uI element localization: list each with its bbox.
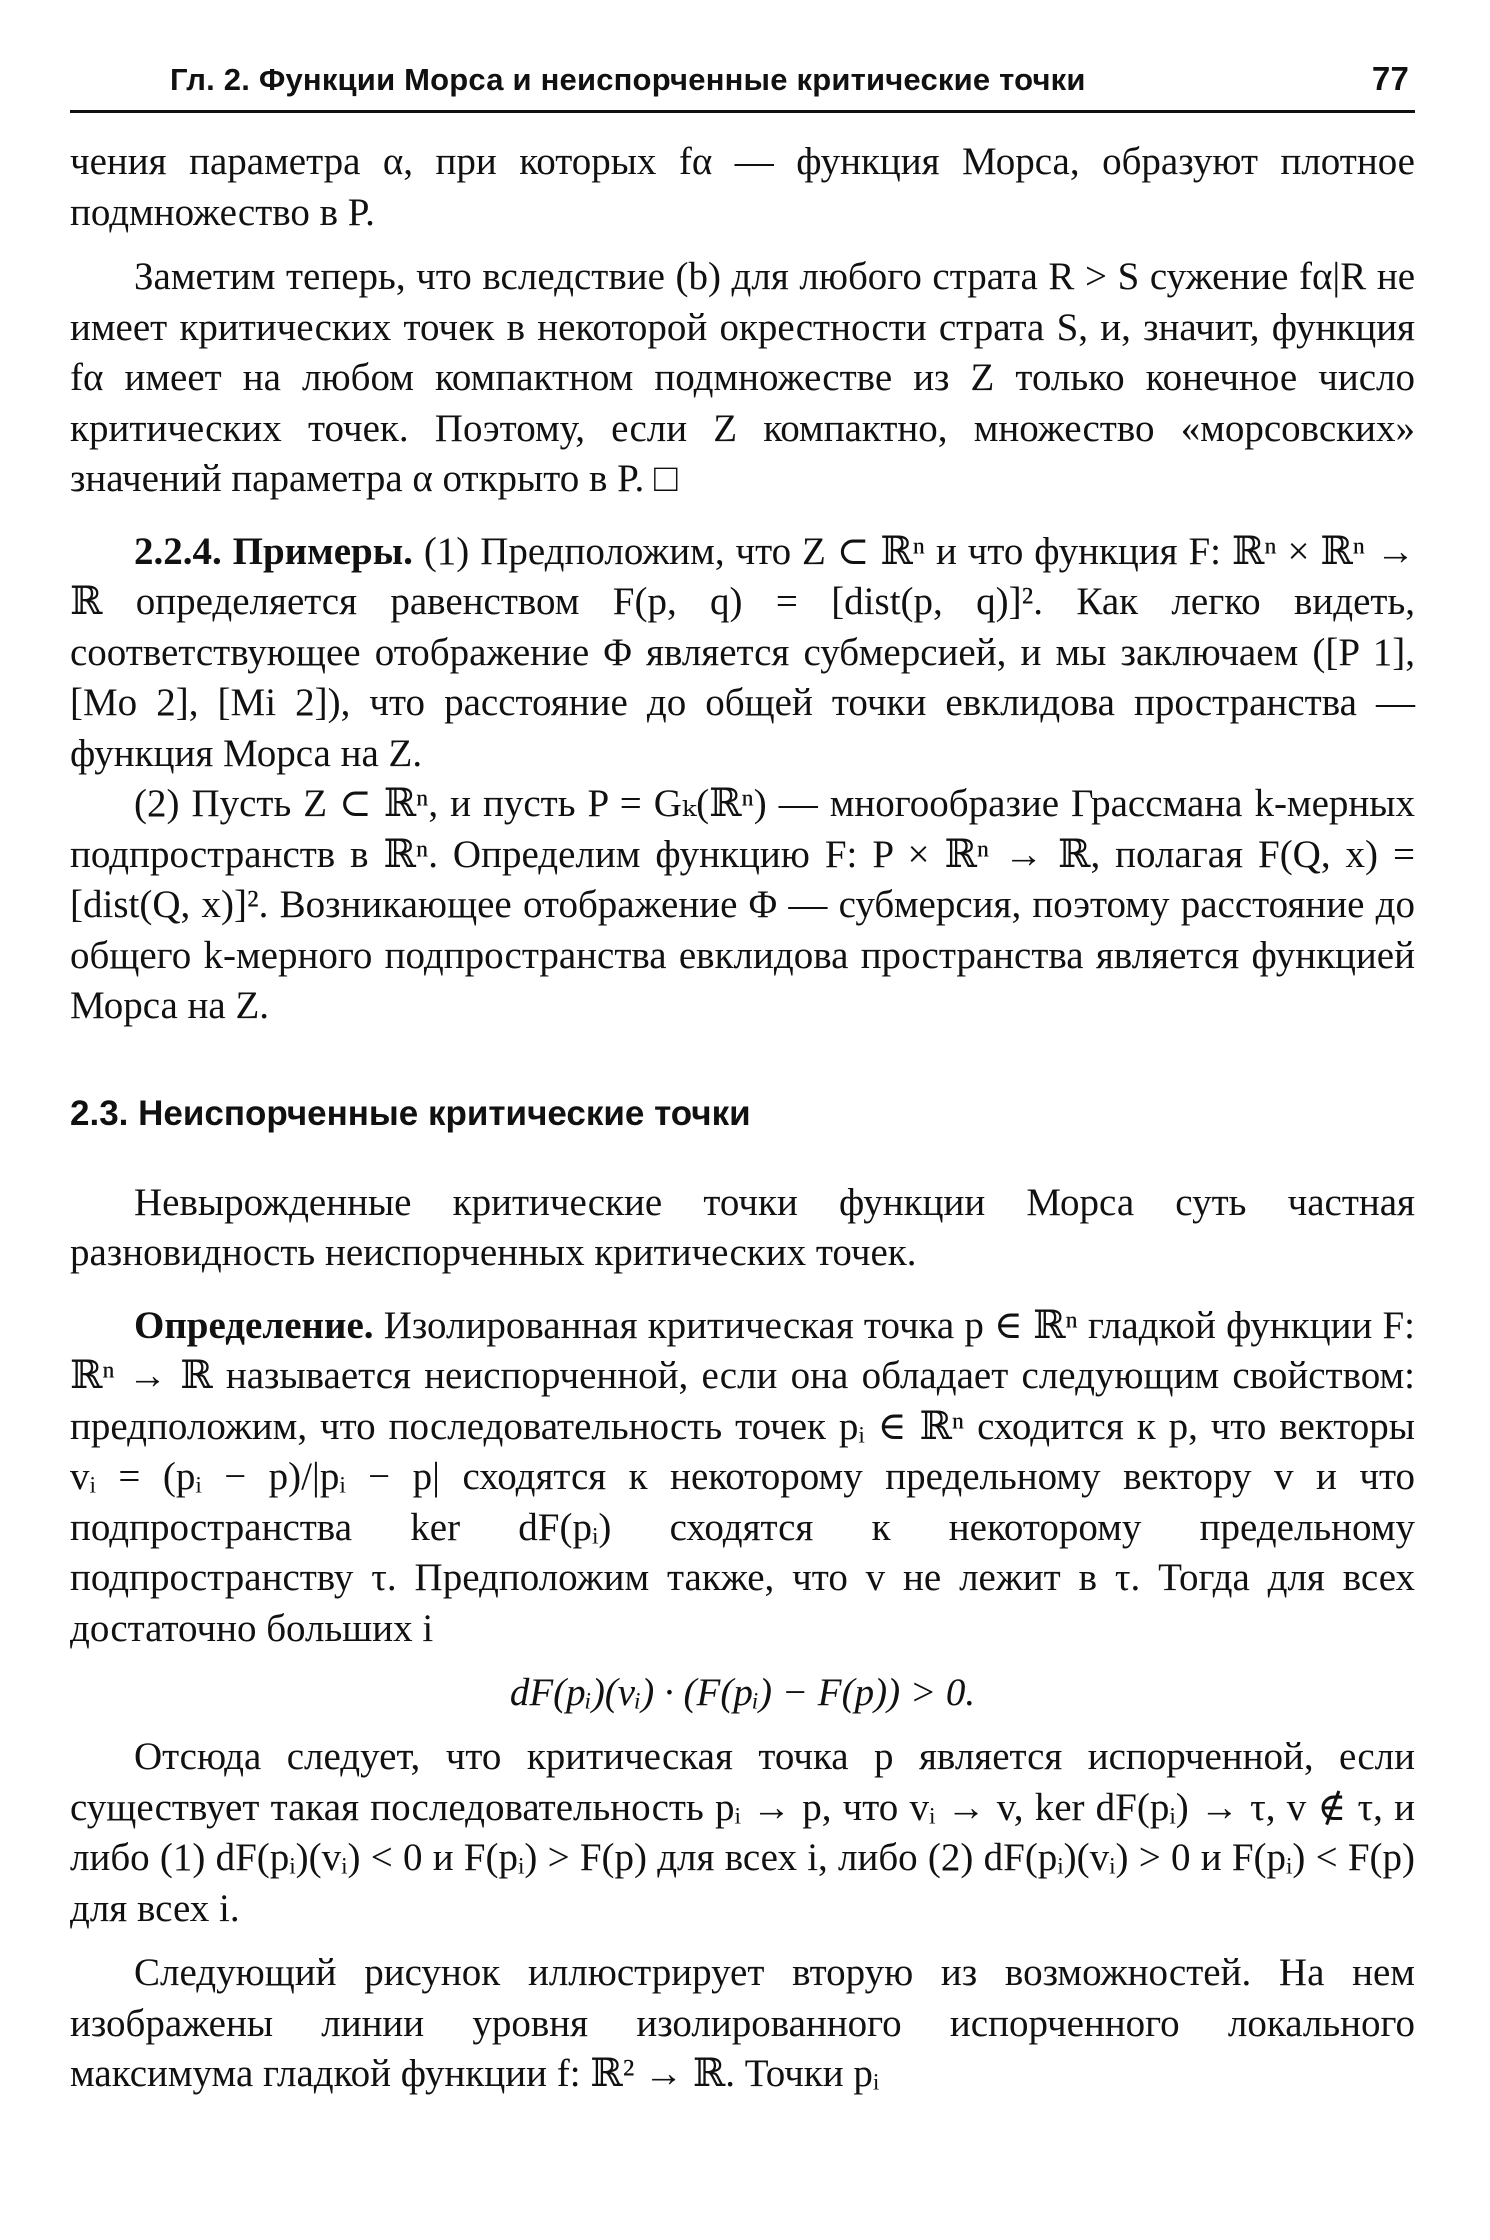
formula: [70, 1668, 1415, 1718]
definition-text: Изолированная критическая точка p ∈ ℝⁿ гладкой функции F: ℝⁿ → ℝ называется неиспорченной, если она обладает следующим свойством: предположим, что последовательность точек pᵢ ∈ ℝⁿ сходится к p, что векторы vᵢ = (pᵢ − p)/|pᵢ − p| сходятся к некоторому предельному вектору v и что подпространства ker dF(pᵢ) сходятся к некоторому предельному подпространству τ. Предположим также, что v не лежит в τ. Тогда для всех достаточно больших i: [70, 1303, 1415, 1650]
formula-text: dF(pᵢ)(vᵢ) · (F(pᵢ) − F(p)) > 0.: [509, 1671, 976, 1714]
page: [70, 60, 1415, 2100]
paragraph-figure-intro: Следующий рисунок иллюстрирует вторую из возможностей. На нем изображены линии уровня изолированного испорченного локального максимума гладкой функции f: ℝ² → ℝ. Точки pᵢ: [70, 1951, 1415, 2095]
examples-lead: 2.2.4. Примеры.: [134, 529, 413, 573]
definition-lead: Определение.: [134, 1303, 374, 1347]
paragraph-intro: Невырожденные критические точки функции Морса суть частная разновидность неиспорченных критических точек.: [70, 1180, 1415, 1274]
running-header: [70, 60, 1415, 113]
page-number: 77: [1371, 60, 1409, 97]
paragraph-stratum-remark: Заметим теперь, что вследствие (b) для любого страта R > S сужение fα|R не имеет критических точек в некоторой окрестности страта S, и, значит, функция fα имеет на любом компактном подмножестве из Z только конечное число критических точек. Поэтому, если Z компактно, множество «морсовских» значений параметра α открыто в P. □: [70, 255, 1415, 500]
chapter-title: Гл. 2. Функции Морса и неиспорченные критические точки: [170, 62, 1086, 97]
examples-text: (1) Предположим, что Z ⊂ ℝⁿ и что функция F: ℝⁿ × ℝⁿ → ℝ определяется равенством F(p, q) = [dist(p, q)]². Как легко видеть, соответствующее отображение Φ является субмерсией, и мы заключаем ([P 1], [Mo 2], [Mi 2]), что расстояние до общей точки евклидова пространства — функция Морса на Z.: [70, 529, 1415, 775]
section-heading: 2.3. Неиспорченные критические точки: [70, 1093, 751, 1133]
paragraph-examples: [70, 527, 1415, 780]
paragraph-consequence: Отсюда следует, что критическая точка p является испорченной, если существует такая последовательность pᵢ → p, что vᵢ → v, ker dF(pᵢ) → τ, v ∉ τ, и либо (1) dF(pᵢ)(vᵢ) < 0 и F(pᵢ) > F(p) для всех i, либо (2) dF(pᵢ)(vᵢ) > 0 и F(pᵢ) < F(p) для всех i.: [70, 1735, 1415, 1930]
paragraph-example-2: (2) Пусть Z ⊂ ℝⁿ, и пусть P = Gₖ(ℝⁿ) — многообразие Грассмана k-мерных подпространств в ℝⁿ. Определим функцию F: P × ℝⁿ → ℝ, полагая F(Q, x) = [dist(Q, x)]². Возникающее отображение Φ — субмерсия, поэтому расстояние до общего k-мерного подпространства евклидова пространства является функцией Морса на Z.: [70, 782, 1415, 1027]
paragraph-continuation: чения параметра α, при которых fα — функция Морса, образуют плотное подмножество в P.: [70, 140, 1415, 234]
paragraph-definition: [70, 1301, 1415, 1655]
